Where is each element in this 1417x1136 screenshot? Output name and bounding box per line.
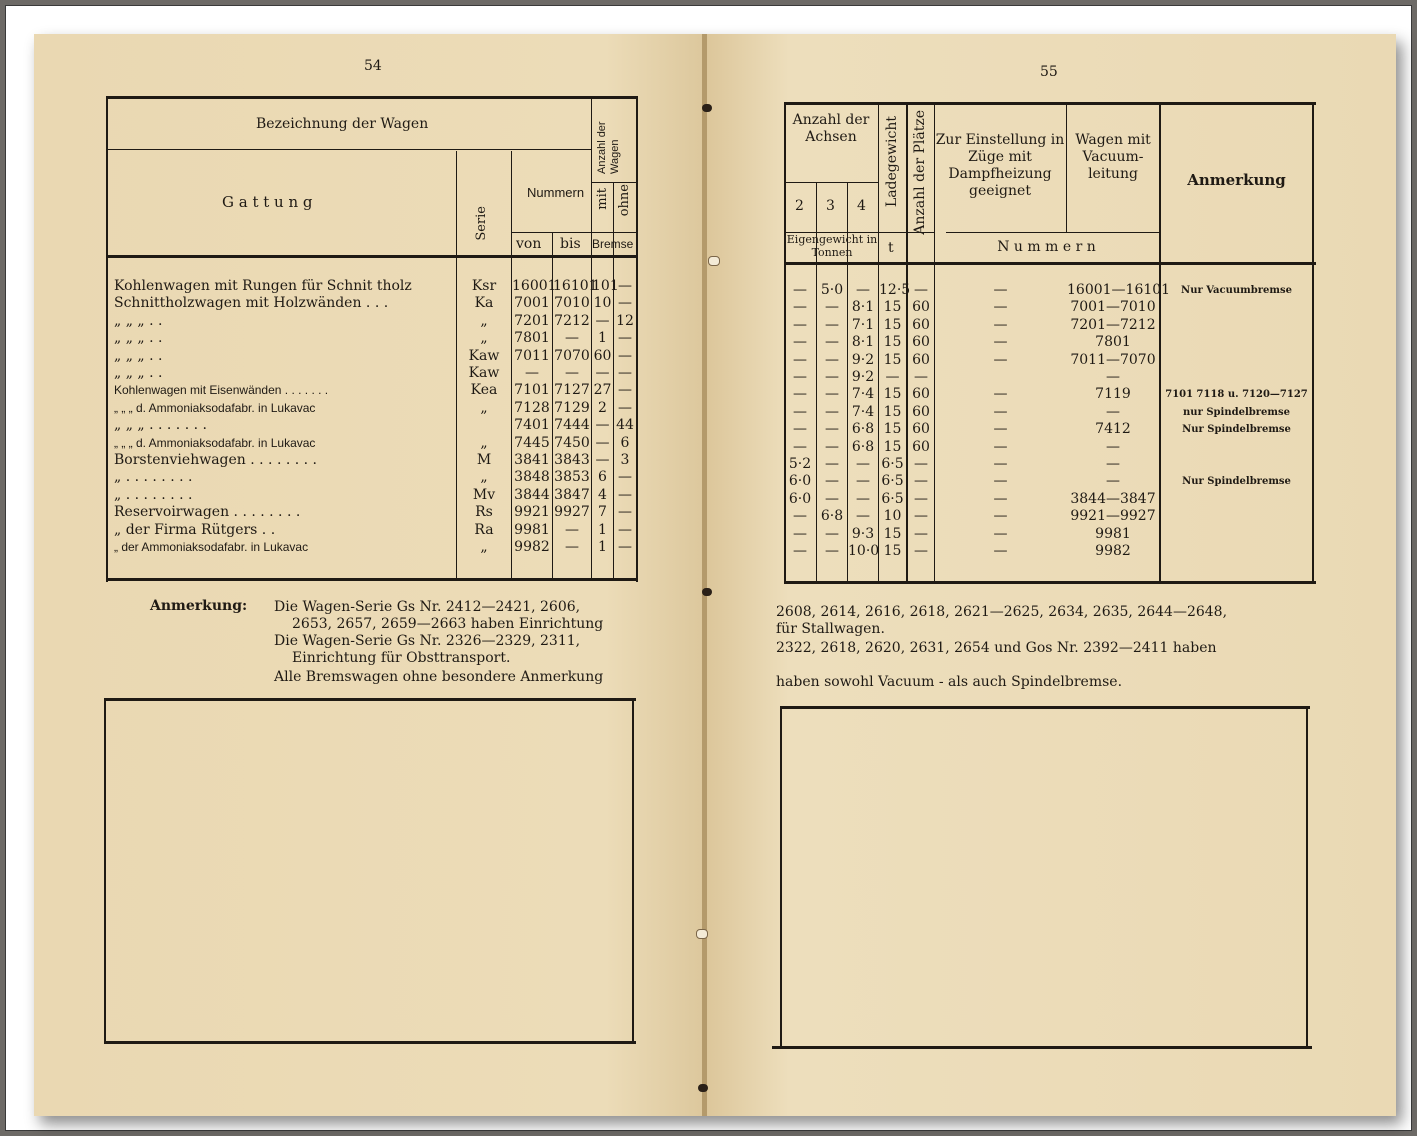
cell-plaetze: 60	[912, 351, 930, 368]
cell-plaetze: —	[914, 543, 928, 559]
cell-ohne: 3	[620, 452, 630, 468]
cell-axle-2: —	[793, 386, 807, 403]
cell-axle-2: 6·0	[788, 490, 812, 507]
cell-von: 9921	[514, 504, 550, 521]
binding-hole	[708, 256, 720, 266]
cell-gattung: Kohlenwagen mit Eisenwänden . . . . . . .	[114, 383, 329, 398]
cell-axle-3: —	[825, 543, 839, 559]
cell-plaetze: 60	[912, 438, 930, 455]
cell-gattung: „ . . . . . . . .	[114, 469, 193, 486]
table-row	[106, 504, 638, 521]
cell-bis: 7010	[554, 295, 590, 312]
cell-bis: —	[565, 539, 579, 555]
cell-axle-3: —	[825, 438, 839, 455]
cell-von: 9981	[514, 521, 550, 538]
cell-dampfheizung: —	[993, 473, 1008, 490]
cell-axle-3: 6·8	[820, 508, 844, 525]
cell-gattung: „ „ „ . . . . . . .	[114, 417, 207, 434]
cell-ladegewicht: 15	[883, 299, 902, 316]
header-anzahl-achsen: Anzahl der Achsen	[792, 112, 870, 145]
cell-dampfheizung: —	[993, 543, 1008, 559]
cell-axle-2: —	[793, 403, 807, 420]
cell-axle-3: —	[825, 403, 839, 420]
cell-dampfheizung: —	[993, 456, 1008, 472]
cell-bis: 7212	[554, 312, 590, 329]
cell-vacuum: 7412	[1095, 421, 1131, 438]
cell-plaetze: —	[914, 525, 928, 542]
table-row	[784, 404, 1316, 421]
cell-axle-4: 8·1	[851, 299, 875, 316]
cell-ohne: 44	[616, 417, 634, 434]
header-ohne: ohne	[617, 184, 632, 217]
table-row	[106, 365, 638, 382]
cell-ohne: —	[618, 521, 632, 538]
cell-axle-4: —	[856, 490, 870, 507]
cell-von: 7401	[514, 417, 550, 434]
left-empty-box	[104, 698, 636, 1044]
cell-serie: Rs	[475, 504, 493, 521]
table-row	[784, 543, 1316, 560]
cell-serie: „	[480, 434, 488, 451]
cell-gattung: „ „ „ . .	[114, 330, 163, 347]
cell-axle-4: 7·4	[851, 386, 875, 403]
cell-mit: 2	[598, 399, 607, 416]
cell-anmerkung: Nur Spindelbremse	[1182, 424, 1291, 436]
cell-bis: 7444	[554, 417, 590, 434]
cell-axle-3: —	[825, 490, 839, 507]
table-row	[784, 526, 1316, 543]
cell-plaetze: —	[914, 282, 928, 298]
table-row	[106, 469, 638, 486]
cell-dampfheizung: —	[993, 421, 1008, 438]
binding-stitch	[702, 104, 712, 112]
cell-ohne: 12	[616, 312, 634, 329]
cell-axle-3: —	[825, 525, 839, 542]
header-bis: bis	[560, 236, 581, 252]
table-row	[784, 369, 1316, 386]
cell-gattung: „ „ „ d. Ammoniaksodafabr. in Lukavac	[114, 400, 316, 415]
table-row	[106, 295, 638, 312]
cell-axle-4: —	[856, 508, 870, 525]
cell-vacuum: 7119	[1095, 386, 1131, 403]
cell-bis: 3853	[554, 469, 590, 486]
cell-von: 16001	[512, 278, 557, 294]
cell-plaetze: —	[914, 456, 928, 472]
table-row	[106, 487, 638, 504]
cell-plaetze: 60	[912, 316, 930, 333]
header-eigengewicht: Eigengewicht in Tonnen	[786, 233, 878, 259]
note-line: 2653, 2657, 2659—2663 haben Einrichtung	[292, 616, 604, 632]
cell-serie: Mv	[472, 486, 496, 503]
cell-ohne: 6	[620, 434, 630, 451]
cell-bis: 3843	[554, 452, 590, 468]
cell-ladegewicht: 6·5	[881, 473, 904, 490]
header-axle-4: 4	[857, 198, 866, 214]
cell-axle-4: 9·2	[851, 369, 875, 385]
cell-serie: „	[480, 469, 488, 486]
header-serie: Serie	[474, 206, 489, 241]
cell-bis: 7129	[554, 399, 590, 416]
cell-vacuum: —	[1106, 403, 1120, 420]
cell-ladegewicht: 15	[883, 421, 902, 438]
table-row	[784, 491, 1316, 508]
header-nummern: Nummern	[527, 185, 585, 200]
table-row	[784, 456, 1316, 473]
cell-vacuum: —	[1106, 456, 1120, 472]
cell-serie: Ksr	[471, 278, 497, 294]
cell-axle-3: —	[825, 456, 839, 472]
cell-serie: „	[480, 399, 488, 416]
table-row	[106, 539, 638, 556]
table-row	[784, 473, 1316, 490]
cell-mit: 27	[593, 382, 612, 399]
cell-plaetze: —	[914, 369, 928, 385]
note-line: Alle Bremswagen ohne besondere Anmerkung	[274, 669, 604, 685]
cell-axle-2: —	[793, 543, 807, 559]
cell-bis: 16101	[553, 278, 598, 294]
cell-axle-4: 7·4	[851, 403, 875, 420]
cell-ladegewicht: 15	[883, 316, 902, 333]
cell-dampfheizung: —	[993, 438, 1008, 455]
header-wagen-vacuum: Wagen mit Vacuum- leitung	[1075, 132, 1151, 182]
table-row	[784, 299, 1316, 316]
cell-plaetze: 60	[912, 403, 930, 420]
cell-bis: —	[565, 330, 579, 347]
cell-gattung: Kohlenwagen mit Rungen für Schnit tholz	[114, 278, 412, 294]
table-row	[106, 400, 638, 417]
cell-serie: „	[480, 330, 488, 347]
cell-dampfheizung: —	[993, 508, 1008, 525]
cell-mit: —	[595, 452, 610, 468]
cell-ohne: —	[618, 399, 632, 416]
note-line: Die Wagen-Serie Gs Nr. 2412—2421, 2606,	[274, 599, 581, 615]
cell-ohne: —	[618, 469, 632, 486]
cell-dampfheizung: —	[993, 282, 1008, 298]
table-row	[106, 417, 638, 434]
cell-axle-3: —	[825, 473, 839, 490]
cell-axle-2: —	[793, 282, 807, 298]
header-zur-einstellung: Zur Einstellung in Züge mit Dampfheizung geeignet	[935, 132, 1065, 199]
header-anmerkung: Anmerkung	[1187, 171, 1286, 189]
cell-mit: 101	[592, 278, 619, 294]
cell-mit: —	[595, 312, 610, 329]
cell-vacuum: 3844—3847	[1070, 490, 1156, 507]
page-number-left: 54	[364, 58, 382, 74]
cell-dampfheizung: —	[993, 386, 1008, 403]
cell-plaetze: —	[914, 473, 928, 490]
cell-ohne: —	[618, 382, 632, 399]
cell-plaetze: 60	[912, 334, 930, 351]
cell-ohne: —	[618, 486, 632, 503]
cell-axle-2: —	[793, 316, 807, 333]
cell-vacuum: 7001—7010	[1070, 299, 1156, 316]
cell-bis: 7070	[554, 347, 590, 364]
cell-ladegewicht: 6·5	[881, 490, 904, 507]
header-von: von	[516, 236, 542, 252]
header-bezeichnung: Bezeichnung der Wagen	[256, 116, 429, 132]
cell-gattung: „ „ „ . .	[114, 312, 163, 329]
cell-vacuum: —	[1106, 438, 1120, 455]
cell-mit: 7	[598, 504, 607, 521]
note-line: 2322, 2618, 2620, 2631, 2654 und Gos Nr. 2392—2411 haben	[776, 640, 1217, 656]
cell-axle-4: —	[856, 456, 870, 472]
cell-ohne: —	[618, 504, 632, 521]
table-row	[106, 313, 638, 330]
cell-plaetze: 60	[912, 386, 930, 403]
cell-anmerkung: 7101 7118 u. 7120—7127	[1165, 389, 1308, 401]
cell-gattung: „ . . . . . . . .	[114, 486, 193, 503]
binding-stitch	[698, 1084, 708, 1092]
cell-dampfheizung: —	[993, 525, 1008, 542]
anmerkung-label: Anmerkung:	[150, 598, 248, 614]
cell-mit: 10	[593, 295, 612, 312]
note-line: 2608, 2614, 2616, 2618, 2621—2625, 2634, 2635, 2644—2648,	[776, 604, 1228, 620]
cell-gattung: Reservoirwagen . . . . . . . .	[114, 504, 301, 521]
book-gutter	[702, 34, 707, 1116]
cell-axle-2: —	[793, 334, 807, 351]
cell-axle-4: 8·1	[851, 334, 875, 351]
cell-von: 3848	[514, 469, 550, 486]
cell-axle-3: —	[825, 351, 839, 368]
table-row	[106, 330, 638, 347]
cell-axle-3: —	[825, 299, 839, 316]
cell-bis: 7450	[554, 434, 590, 451]
cell-axle-4: —	[856, 473, 870, 490]
cell-mit: —	[595, 434, 610, 451]
cell-axle-3: —	[825, 334, 839, 351]
cell-von: 9982	[514, 539, 550, 555]
cell-bis: 3847	[554, 486, 590, 503]
note-line: Die Wagen-Serie Gs Nr. 2326—2329, 2311,	[274, 633, 581, 649]
header-anzahl-wagen: Anzahl der Wagen	[596, 121, 621, 174]
cell-vacuum: 9982	[1095, 543, 1131, 559]
table-row	[784, 352, 1316, 369]
cell-vacuum: 7011—7070	[1070, 351, 1156, 368]
cell-axle-2: —	[793, 508, 807, 525]
cell-gattung: „ der Ammoniaksodafabr. in Lukavac	[114, 540, 309, 554]
cell-ladegewicht: 6·5	[881, 456, 904, 472]
cell-ladegewicht: 15	[883, 386, 902, 403]
cell-anmerkung: Nur Spindelbremse	[1182, 476, 1291, 488]
table-row	[784, 317, 1316, 334]
cell-ohne: —	[618, 278, 632, 294]
header-mit: mit	[595, 188, 610, 210]
table-row	[784, 439, 1316, 456]
cell-serie: Kea	[470, 382, 498, 399]
header-t: t	[888, 240, 894, 256]
cell-gattung: „ „ „ . .	[114, 347, 163, 364]
cell-axle-2: —	[793, 351, 807, 368]
cell-mit: 1	[598, 330, 607, 347]
cell-ladegewicht: —	[885, 369, 900, 385]
table-row	[106, 278, 638, 295]
note-line: für Stallwagen.	[776, 621, 885, 637]
cell-plaetze: 60	[912, 299, 930, 316]
cell-vacuum: —	[1106, 473, 1120, 490]
cell-von: —	[525, 365, 539, 381]
note-line: Einrichtung für Obsttransport.	[292, 650, 511, 666]
cell-axle-2: —	[793, 525, 807, 542]
header-axle-3: 3	[826, 198, 835, 214]
cell-vacuum: 7201—7212	[1070, 316, 1156, 333]
cell-mit: 6	[598, 469, 607, 486]
cell-axle-4: —	[856, 282, 870, 298]
cell-axle-3: 5·0	[820, 282, 844, 298]
cell-axle-2: —	[793, 438, 807, 455]
table-row	[106, 435, 638, 452]
cell-gattung: „ der Firma Rütgers . .	[114, 521, 276, 538]
cell-ladegewicht: 15	[883, 525, 902, 542]
cell-dampfheizung: —	[993, 316, 1008, 333]
cell-vacuum: 7801	[1095, 334, 1131, 351]
cell-mit: —	[595, 365, 610, 381]
cell-bis: 9927	[554, 504, 590, 521]
cell-von: 3844	[514, 486, 550, 503]
cell-serie: Ra	[474, 521, 494, 538]
cell-mit: 4	[598, 486, 607, 503]
table-row	[784, 508, 1316, 525]
cell-serie: „	[480, 312, 488, 329]
header-ladegewicht: Ladegewicht	[884, 116, 900, 208]
cell-anmerkung: Nur Vacuumbremse	[1181, 285, 1292, 296]
right-table	[784, 102, 1316, 588]
cell-von: 7445	[514, 434, 550, 451]
cell-vacuum: 9981	[1095, 525, 1131, 542]
image-frame	[6, 6, 1411, 1130]
cell-plaetze: —	[914, 508, 928, 525]
header-axle-2: 2	[795, 198, 804, 214]
cell-dampfheizung: —	[993, 403, 1008, 420]
cell-serie: M	[476, 452, 492, 468]
cell-axle-4: 9·3	[851, 525, 875, 542]
cell-axle-2: —	[793, 369, 807, 385]
cell-mit: 1	[598, 521, 607, 538]
cell-bis: —	[565, 365, 579, 381]
cell-ohne: —	[618, 295, 632, 312]
cell-vacuum: 9921—9927	[1070, 508, 1156, 525]
cell-serie: Kaw	[468, 347, 500, 364]
cell-ladegewicht: 15	[883, 334, 902, 351]
cell-axle-2: —	[793, 299, 807, 316]
binding-stitch	[702, 588, 712, 596]
cell-ladegewicht: 12·5	[879, 282, 911, 298]
cell-gattung: „ „ „ . .	[114, 365, 163, 381]
cell-dampfheizung: —	[993, 299, 1008, 316]
cell-ladegewicht: 10	[883, 508, 902, 525]
header-nummern: N u m m e r n	[997, 239, 1096, 255]
table-row	[106, 348, 638, 365]
cell-gattung: Schnittholzwagen mit Holzwänden . . .	[114, 295, 389, 312]
cell-ohne: —	[618, 539, 632, 555]
cell-axle-3: —	[825, 316, 839, 333]
table-row	[106, 382, 638, 399]
table-row	[106, 522, 638, 539]
cell-vacuum: —	[1106, 369, 1120, 385]
cell-ladegewicht: 15	[883, 543, 902, 559]
cell-vacuum: 16001—16101	[1067, 282, 1171, 298]
cell-axle-4: 9·2	[851, 351, 875, 368]
table-row	[106, 452, 638, 469]
binding-hole	[696, 929, 708, 939]
cell-von: 7001	[514, 295, 550, 312]
table-row	[784, 334, 1316, 351]
cell-axle-3: —	[825, 369, 839, 385]
cell-bis: —	[565, 521, 579, 538]
cell-axle-3: —	[825, 421, 839, 438]
cell-ladegewicht: 15	[883, 438, 902, 455]
cell-mit: —	[595, 417, 610, 434]
cell-von: 7128	[514, 399, 550, 416]
cell-plaetze: 60	[912, 421, 930, 438]
cell-gattung: Borstenviehwagen . . . . . . . .	[114, 452, 318, 468]
cell-dampfheizung: —	[993, 351, 1008, 368]
cell-dampfheizung: —	[993, 334, 1008, 351]
cell-von: 7801	[514, 330, 550, 347]
cell-ladegewicht: 15	[883, 351, 902, 368]
cell-von: 3841	[514, 452, 550, 468]
cell-von: 7011	[514, 347, 550, 364]
cell-axle-3: —	[825, 386, 839, 403]
table-row	[784, 282, 1316, 299]
cell-axle-2: 5·2	[788, 456, 812, 472]
table-row	[784, 386, 1316, 403]
cell-ohne: —	[618, 330, 632, 347]
cell-axle-4: 6·8	[851, 421, 875, 438]
cell-mit: 1	[598, 539, 607, 555]
open-book	[34, 34, 1396, 1116]
header-bremse: Bremse	[592, 237, 634, 251]
cell-axle-2: 6·0	[788, 473, 812, 490]
right-empty-box	[780, 706, 1310, 1050]
note-line: haben sowohl Vacuum - als auch Spindelbremse.	[776, 674, 1123, 690]
cell-ohne: —	[618, 347, 632, 364]
cell-plaetze: —	[914, 490, 928, 507]
cell-von: 7101	[514, 382, 550, 399]
cell-von: 7201	[514, 312, 550, 329]
cell-ladegewicht: 15	[883, 403, 902, 420]
cell-gattung: „ „ „ d. Ammoniaksodafabr. in Lukavac	[114, 435, 316, 450]
cell-ohne: —	[618, 365, 632, 381]
page-number-right: 55	[1040, 64, 1058, 80]
table-row	[784, 421, 1316, 438]
cell-axle-4: 6·8	[851, 438, 875, 455]
cell-axle-2: —	[793, 421, 807, 438]
cell-dampfheizung: —	[993, 490, 1008, 507]
cell-mit: 60	[593, 347, 612, 364]
header-anzahl-plaetze: Anzahl der Plätze	[912, 110, 928, 235]
cell-bis: 7127	[554, 382, 590, 399]
cell-axle-4: 7·1	[851, 316, 875, 333]
cell-serie: Ka	[474, 295, 494, 312]
cell-axle-4: 10·0	[848, 543, 880, 559]
cell-serie: Kaw	[468, 365, 500, 381]
cell-anmerkung: nur Spindelbremse	[1183, 406, 1290, 418]
cell-serie: „	[480, 539, 488, 555]
left-table	[106, 96, 638, 582]
header-gattung: G a t t u n g	[222, 193, 313, 211]
